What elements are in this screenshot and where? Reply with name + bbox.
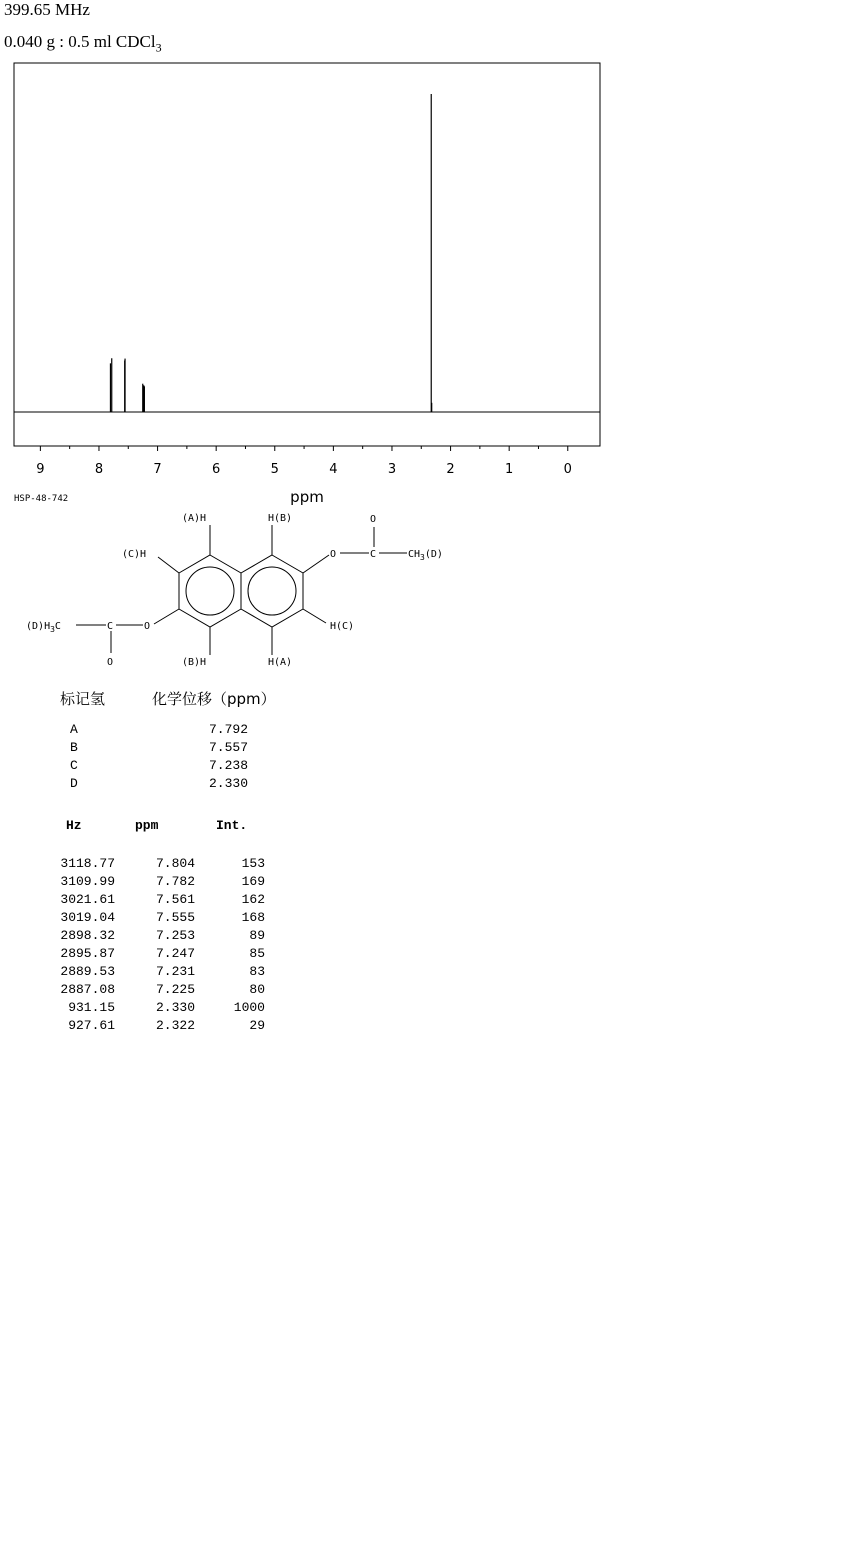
peak-int: 89 bbox=[249, 928, 265, 943]
peak-row bbox=[30, 926, 290, 944]
label-ch3-right-sub: 3 bbox=[420, 553, 425, 562]
x-tick-label: 7 bbox=[153, 462, 162, 477]
assignment-row bbox=[60, 738, 320, 756]
label-ch3-right bbox=[408, 549, 443, 562]
sample-concentration bbox=[4, 32, 162, 55]
plot-frame bbox=[14, 63, 600, 446]
x-tick-label: 0 bbox=[563, 462, 572, 477]
label-ch3-right-main: CH bbox=[408, 549, 421, 560]
peak-row bbox=[30, 962, 290, 980]
peak-int: 29 bbox=[249, 1018, 265, 1033]
left-ring bbox=[179, 555, 241, 627]
x-tick-label: 9 bbox=[36, 462, 45, 477]
peak-list-rows bbox=[30, 854, 290, 1034]
molecular-structure bbox=[0, 505, 480, 680]
bond-hc-right bbox=[303, 609, 326, 623]
assignment-label: B bbox=[70, 740, 78, 755]
assignment-label: D bbox=[70, 776, 78, 791]
peak-int: 1000 bbox=[233, 1000, 265, 1015]
x-tick-label: 8 bbox=[94, 462, 104, 477]
peak-row bbox=[30, 908, 290, 926]
peak-hz: 2895.87 bbox=[60, 946, 115, 961]
label-b-bottom: (B)H bbox=[182, 657, 207, 668]
label-o-left-carbonyl: O bbox=[107, 657, 114, 668]
x-tick-label: 4 bbox=[329, 462, 338, 477]
nmr-spectrum-chart bbox=[0, 55, 620, 505]
sample-main-text: 0.040 g : 0.5 ml CDCl bbox=[4, 32, 156, 51]
label-d-right: (D) bbox=[424, 549, 443, 560]
bond-hc-left bbox=[158, 557, 179, 573]
peak-ppm: 7.782 bbox=[155, 874, 195, 889]
label-a-bottom: H(A) bbox=[268, 657, 293, 668]
peak-hz: 2887.08 bbox=[60, 982, 115, 997]
peak-row bbox=[30, 890, 290, 908]
peak-int: 80 bbox=[249, 982, 265, 997]
assignment-table bbox=[60, 688, 320, 792]
peak-ppm: 7.561 bbox=[155, 892, 195, 907]
peak-ppm: 2.322 bbox=[155, 1018, 195, 1033]
peak-hz: 3118.77 bbox=[60, 856, 115, 871]
right-ring-aromatic-circle bbox=[248, 567, 296, 615]
peak-header-hz: Hz bbox=[66, 818, 82, 833]
assignment-shift: 2.330 bbox=[209, 776, 249, 791]
assignment-row bbox=[60, 756, 320, 774]
peak-ppm: 7.804 bbox=[155, 856, 195, 871]
assignment-label: C bbox=[70, 758, 78, 773]
peak-int: 83 bbox=[249, 964, 265, 979]
peak-ppm: 7.555 bbox=[155, 910, 195, 925]
right-ring-bonds bbox=[241, 555, 303, 627]
peak-hz: 3019.04 bbox=[60, 910, 115, 925]
right-ring bbox=[241, 555, 303, 627]
label-c-left-methyl: C bbox=[54, 621, 61, 632]
left-ring-bonds bbox=[179, 555, 241, 627]
assignment-header-label: 标记氢 bbox=[60, 690, 106, 708]
bond-o-left bbox=[154, 609, 179, 624]
peak-hz: 2889.53 bbox=[60, 964, 115, 979]
peak-header-ppm: ppm bbox=[135, 818, 159, 833]
left-ring-aromatic-circle bbox=[186, 567, 234, 615]
x-tick-label: 5 bbox=[270, 462, 279, 477]
peak-list-header bbox=[30, 818, 290, 854]
x-tick-label: 2 bbox=[446, 462, 455, 477]
peak-hz: 3021.61 bbox=[60, 892, 115, 907]
peak-int: 168 bbox=[241, 910, 265, 925]
peak-row bbox=[30, 998, 290, 1016]
label-d-left: (D) bbox=[26, 621, 45, 632]
assignment-header-shift: 化学位移（ppm） bbox=[152, 690, 276, 708]
peak-ppm: 7.231 bbox=[155, 964, 195, 979]
x-tick-label: 1 bbox=[505, 462, 514, 477]
assignment-label: A bbox=[70, 722, 78, 737]
assignment-rows bbox=[60, 720, 320, 792]
label-c-left-carbonyl: C bbox=[107, 621, 114, 632]
peak-row bbox=[30, 980, 290, 998]
spectrometer-frequency: 399.65 MHz bbox=[4, 0, 90, 19]
label-b-top: H(B) bbox=[268, 513, 293, 524]
label-o-right: O bbox=[330, 549, 337, 560]
spectrum-peaks bbox=[110, 94, 431, 412]
assignment-header bbox=[60, 688, 320, 710]
x-tick-label: 6 bbox=[212, 462, 221, 477]
peak-hz: 931.15 bbox=[68, 1000, 115, 1015]
peak-hz: 3109.99 bbox=[60, 874, 115, 889]
label-ch3-left bbox=[26, 621, 61, 634]
peak-int: 85 bbox=[249, 946, 265, 961]
peak-hz: 927.61 bbox=[68, 1018, 115, 1033]
peak-row bbox=[30, 854, 290, 872]
sample-subscript: 3 bbox=[155, 40, 162, 55]
assignment-row bbox=[60, 774, 320, 792]
assignment-shift: 7.792 bbox=[209, 722, 249, 737]
peak-ppm: 7.253 bbox=[155, 928, 195, 943]
x-tick-label: 3 bbox=[387, 462, 397, 477]
label-o-left: O bbox=[144, 621, 151, 632]
label-o-right-carbonyl: O bbox=[370, 514, 377, 525]
peak-row bbox=[30, 944, 290, 962]
label-h3-left-main: H bbox=[44, 621, 51, 632]
peak-int: 153 bbox=[241, 856, 265, 871]
assignment-shift: 7.557 bbox=[209, 740, 249, 755]
x-axis-ticks bbox=[36, 446, 572, 477]
assignment-row bbox=[60, 720, 320, 738]
peak-ppm: 7.225 bbox=[155, 982, 195, 997]
assignment-shift: 7.238 bbox=[209, 758, 249, 773]
x-axis-label: ppm bbox=[290, 488, 324, 505]
peak-row bbox=[30, 1016, 290, 1034]
label-c-right: H(C) bbox=[330, 621, 355, 632]
peak-row bbox=[30, 872, 290, 890]
peak-hz: 2898.32 bbox=[60, 928, 115, 943]
label-c-right-carbonyl: C bbox=[370, 549, 377, 560]
peak-list-table bbox=[30, 818, 290, 1034]
peak-int: 169 bbox=[241, 874, 265, 889]
label-h3-left-sub: 3 bbox=[50, 625, 55, 634]
spectrum-code: HSP-48-742 bbox=[14, 494, 69, 504]
peak-header-int: Int. bbox=[216, 818, 248, 833]
peak-int: 162 bbox=[241, 892, 265, 907]
bond-o-right bbox=[303, 555, 329, 573]
label-a-top: (A)H bbox=[182, 513, 207, 524]
peak-ppm: 2.330 bbox=[155, 1000, 195, 1015]
peak-ppm: 7.247 bbox=[155, 946, 195, 961]
label-c-left: (C)H bbox=[122, 549, 147, 560]
